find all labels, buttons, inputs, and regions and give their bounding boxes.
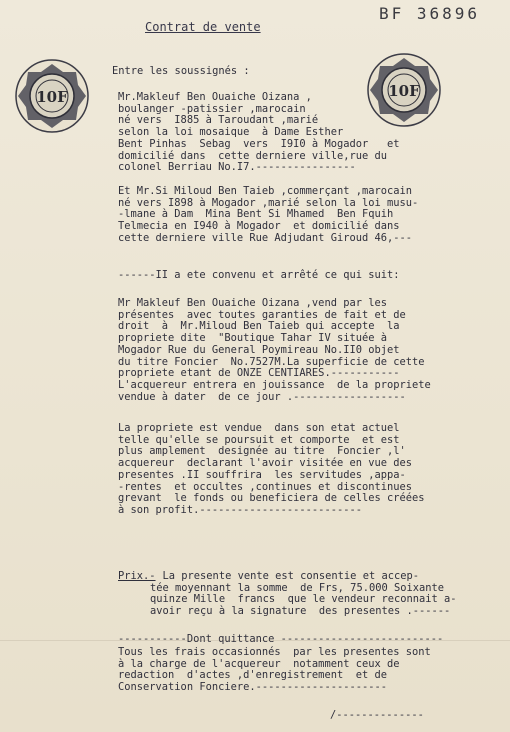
party-seller: Mr.Makleuf Ben Ouaiche Oizana , boulanger -patissier ,marocain né vers I885 à Taroudant ,marié selon la loi mosaique à Dame Esther Bent Pinhas Sebag vers I9I0 à Mogador et domicilié dans cette derniere ville,rue du colonel Berriau No.I7.----------------: [118, 91, 400, 174]
party-buyer: Et Mr.Si Miloud Ben Taieb ,commerçant ,marocain né vers I898 à Mogador ,marié selon la loi musu- -lmane à Dam Mina Bent Si Mhamed Ben Fquih Telmecia en I940 à Mogador et domicilié dans cette derniere ville Rue Adjudant Giroud 46,---: [118, 185, 419, 244]
clause-possession: L'acquereur entrera en jouissance de la propriete vendue à dater de ce jour .------------------: [118, 379, 431, 403]
continuation-mark: /--------------: [330, 709, 424, 721]
fold-line: [0, 640, 510, 641]
clause-condition: La propriete est vendue dans son etat actuel telle qu'elle se poursuit et comporte et est plus amplement designée au titre Foncier ,l' acquereur declarant l'avoir visitée en vue des presentes .II souffrira les servitudes ,appa- -rentes et occultes ,continues et discontinues grevant le fonds ou beneficiera de celles créées à son profit.--------------------------: [118, 422, 425, 516]
clause-sale: Mr Makleuf Ben Ouaiche Oizana ,vend par les présentes avec toutes garanties de fait et de droit à Mr.Miloud Ben Taieb qui accepte la propriete dite "Boutique Tahar IV située à Mogador Rue du General Poymireau No.II0 objet du titre Foncier No.7527M.La superficie de cette propriete etant de ONZE CENTIARES.-----------: [118, 297, 425, 380]
serial-number: BF 36896: [378, 4, 480, 23]
stamp-right-value: 10F: [388, 82, 420, 100]
intro-text: Entre les soussignés :: [112, 65, 250, 77]
receipt-line: -----------Dont quittance --------------------------: [118, 633, 444, 645]
fiscal-stamp-left: [14, 58, 90, 134]
clause-price: La presente vente est consentie et accep- tée moyennant la somme de Frs, 75.000 Soixante quinze Mille francs que le vendeur reconnait a- avoir reçu à la signature des presentes .------: [150, 570, 457, 618]
document-title: Contrat de vente: [145, 20, 261, 34]
stamp-left-value: 10F: [36, 88, 68, 106]
agreement-heading: ------II a ete convenu et arrêté ce qui suit:: [118, 269, 400, 281]
price-label: Prix.-: [118, 570, 156, 582]
clause-fees: Tous les frais occasionnés par les presentes sont à la charge de l'acquereur notamment ceux de redaction d'actes ,d'enregistrement et de Conservation Fonciere.---------------------: [118, 646, 431, 694]
